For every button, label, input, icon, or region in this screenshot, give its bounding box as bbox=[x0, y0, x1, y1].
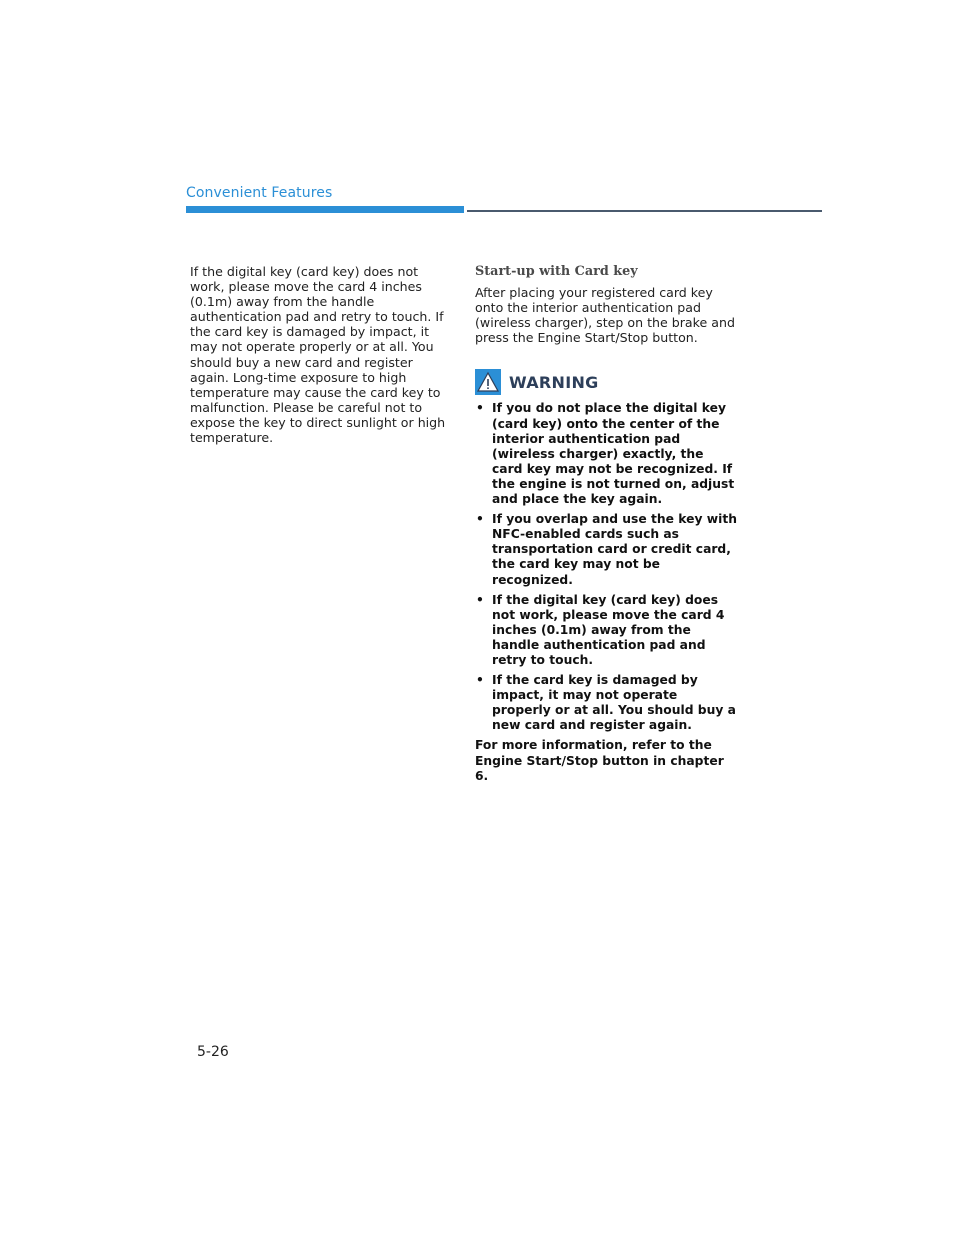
left-paragraph: If the digital key (card key) does not work, please move the card 4 inches (0.1m) away from the handle authentication pad and retry to touch. If the card key is damaged by impact, it may not operate properly or at all. You should buy a new card and register again. Long-time exposure to high temperature may cause the card key to malfunction. Please be careful not to expose the key to direct sunlight or high temperature. bbox=[190, 264, 446, 446]
warning-title: WARNING bbox=[509, 372, 599, 392]
header-rule-gray bbox=[467, 210, 822, 212]
right-paragraph: After placing your registered card key onto the interior authentication pad (wireless charger), step on the brake and press the Engine Start/Stop button. bbox=[475, 285, 735, 346]
section-heading: Start-up with Card key bbox=[475, 264, 638, 279]
warning-item: • If you overlap and use the key with NFC-enabled cards such as transportation card or credit card, the card key may not be recognized. bbox=[475, 512, 737, 587]
warning-header bbox=[475, 369, 737, 395]
section-header-title: Convenient Features bbox=[186, 185, 333, 201]
warning-footer-note: For more information, refer to the Engine Start/Stop button in chapter 6. bbox=[475, 738, 724, 783]
header-rule-blue bbox=[186, 206, 464, 213]
warning-item: • If the card key is damaged by impact, it may not operate properly or at all. You should buy a new card and register again. bbox=[475, 673, 737, 733]
left-column bbox=[190, 264, 455, 445]
warning-list bbox=[475, 401, 737, 733]
warning-item: • If you do not place the digital key (card key) onto the center of the interior authentication pad (wireless charger) exactly, the card key may not be recognized. If the engine is not turned on, adjust and place the key again. bbox=[475, 401, 737, 507]
warning-triangle-icon bbox=[475, 369, 501, 395]
warning-item: • If the digital key (card key) does not work, please move the card 4 inches (0.1m) away from the handle authentication pad and retry to touch. bbox=[475, 593, 737, 668]
right-column bbox=[475, 264, 737, 784]
page-number: 5-26 bbox=[197, 1044, 229, 1060]
